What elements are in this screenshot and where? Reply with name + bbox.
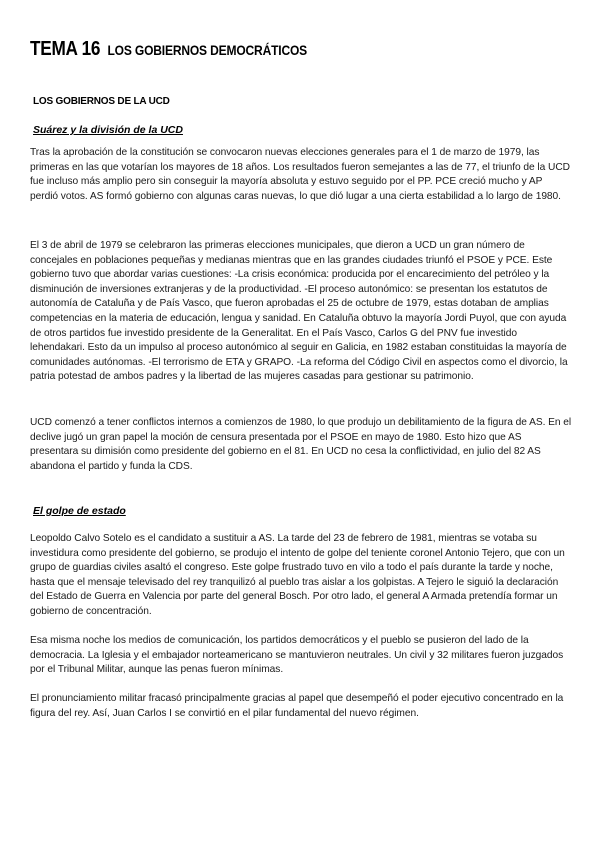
title-subtitle: LOS GOBIERNOS DEMOCRÁTICOS <box>107 42 308 58</box>
title-main: TEMA 16 <box>30 38 101 60</box>
page-title <box>30 38 307 61</box>
paragraph-esa-noche: Esa misma noche los medios de comunicación, los partidos democráticos y el pueblo se pusieron del lado de la democracia. La Iglesia y el embajador norteamericano se mantuvieron neutrales. Un civil y 32 militares fueron juzgados por el Tribunal Militar, aunque las penas fueron mínimas. <box>30 635 564 676</box>
paragraph-municipales: El 3 de abril de 1979 se celebraron las primeras elecciones municipales, que dieron a UCD un gran número de concejales en poblaciones pequeñas y medianas mientras que en las grandes ciudades triunfó el PSOE y PCE. Este gobierno tuvo que abordar varias cuestiones: -La crisis económica: producida por el encarecimiento del petróleo y la disminución de inversiones extranjeras y de la productividad. -El proceso autonómico: se presentan los estatutos de autonomía de Cataluña y de País Vasco, que fueron aprobadas el 25 de octubre de 1979, estas dotaban de amplias competencias en la materia de educación, lengua y sanidad. En Cataluña obtuvo la mayoría Jordi Puyol, que con ayuda de otros partidos fue investido presidente de la Generalitat. En el País Vasco, Carlos G del PNV fue investido lehendakari. Esto da un impulso al proceso autonómico al seguir en Galicia, en 1982 estaban constituidas la mayoría de comunidades autónomas. -El terrorismo de ETA y GRAPO. -La reforma del Código Civil en aspectos como el divorcio, la patria potestad de ambos padres y la libertad de las mujeres casadas para gestionar su patrimonio. <box>30 240 568 383</box>
subsection-title-suarez: Suárez y la división de la UCD <box>33 124 183 136</box>
paragraph-conflictos-ucd: UCD comenzó a tener conflictos internos a comienzos de 1980, lo que produjo un debilitamiento de la figura de AS. En el declive jugó un gran papel la moción de censura presentada por el PSOE en mayo de 1980. Esto hizo que AS presentara su dimisión como presidente del gobierno en el 81. En UCD no cesa la conflictividad, en julio del 82 AS abandona el partido y funda la CDS. <box>30 417 572 472</box>
subsection-title-golpe: El golpe de estado <box>33 505 126 517</box>
section-heading-ucd: LOS GOBIERNOS DE LA UCD <box>33 96 170 107</box>
paragraph-pronunciamiento: El pronunciamiento militar fracasó principalmente gracias al papel que desempeñó el poder ejecutivo concentrado en la figura del rey. Así, Juan Carlos I se convirtió en el pilar fundamental del nuevo régimen. <box>30 693 564 719</box>
paragraph-elecciones-1979: Tras la aprobación de la constitución se convocaron nuevas elecciones generales para el 1 de marzo de 1979, las primeras en las que votarían los mayores de 18 años. Los resultados fueron semejantes a las de 77, el triunfo de la UCD fue incluso más amplio pero sin conseguir la mayoría absoluta y estuvo seguido por el PP. PCE creció mucho y AP perdió votos. AS formó gobierno con algunas caras nuevas, lo que dió lugar a una cierta estabilidad a lo largo de 1980. <box>30 147 570 202</box>
paragraph-23f: Leopoldo Calvo Sotelo es el candidato a sustituir a AS. La tarde del 23 de febrero de 1981, mientras se votaba su investidura como presidente del gobierno, se produjo el intento de golpe del teniente coronel Antonio Tejero, que con un grupo de guardias civiles asaltó el congreso. Este golpe frustrado tuvo en vilo a todo el país durante la tarde y noche, hasta que el mensaje televisado del rey tranquilizó al pueblo tras aislar a los golpistas. A Tejero le siguió la declaración del Estado de Guerra en Valencia por parte del general Bosch. Por otro lado, el general A Armada pretendía formar un gobierno de concentración. <box>30 533 565 617</box>
